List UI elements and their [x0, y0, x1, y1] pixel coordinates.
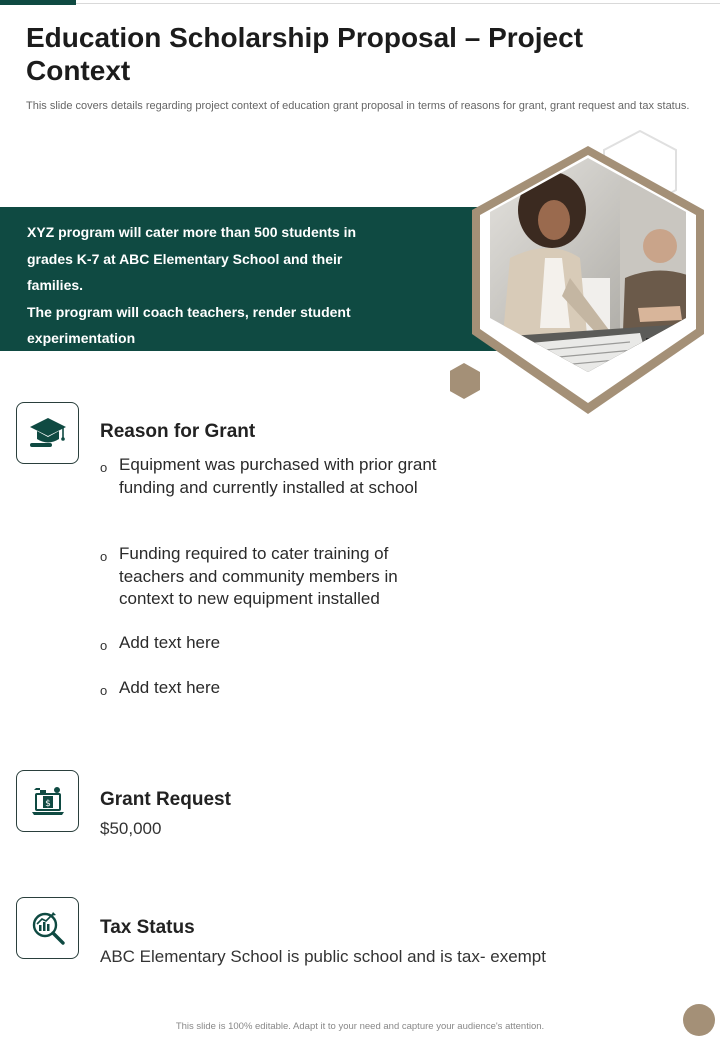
laptop-money-icon — [30, 784, 66, 818]
reason-title: Reason for Grant — [100, 421, 256, 442]
bullet-marker: o — [100, 683, 108, 698]
footer-note: This slide is 100% editable. Adapt it to your need and capture your audience's attention. — [175, 1021, 545, 1032]
list-item: o Add text here — [100, 633, 221, 653]
grant-request-icon-box — [16, 770, 79, 832]
intro-banner — [0, 207, 498, 351]
bullet-marker: o — [100, 549, 108, 564]
reason-icon-box — [16, 402, 79, 464]
banner-line-2: The program will coach teachers, render student experimentation — [27, 303, 351, 346]
grant-request-title: Grant Request — [100, 789, 231, 810]
page-title: Education Scholarship Proposal – Project Context — [26, 22, 584, 86]
hexagon-graphic — [450, 128, 720, 418]
corner-decoration — [683, 1004, 715, 1036]
page-subtitle: This slide covers details regarding project context of education grant proposal in terms of reasons for grant, grant request and tax status. — [26, 100, 690, 112]
tax-status-title: Tax Status — [100, 917, 195, 938]
bullet-marker: o — [100, 460, 108, 475]
bullet-marker: o — [100, 638, 108, 653]
graduation-cap-icon — [28, 416, 68, 450]
list-item: o Add text here — [100, 678, 221, 698]
tax-status-icon-box — [16, 897, 79, 959]
top-divider — [76, 3, 720, 4]
list-item: o Funding required to cater training of teachers and community members in context to new equipment installed — [100, 543, 440, 611]
banner-line-1: XYZ program will cater more than 500 students in grades K-7 at ABC Elementary School and their families. — [27, 224, 357, 293]
small-gold-hexagon — [450, 363, 480, 399]
svg-text:$: $ — [44, 799, 51, 809]
tax-status-text: ABC Elementary School is public school and is tax- exempt — [100, 947, 546, 966]
grant-request-amount: $50,000 — [100, 819, 162, 838]
list-item: o Equipment was purchased with prior grant funding and currently installed at school — [100, 454, 440, 499]
top-accent-bar — [0, 0, 76, 5]
hexagon-photo-frame — [450, 128, 720, 418]
magnifier-chart-icon — [30, 910, 66, 946]
